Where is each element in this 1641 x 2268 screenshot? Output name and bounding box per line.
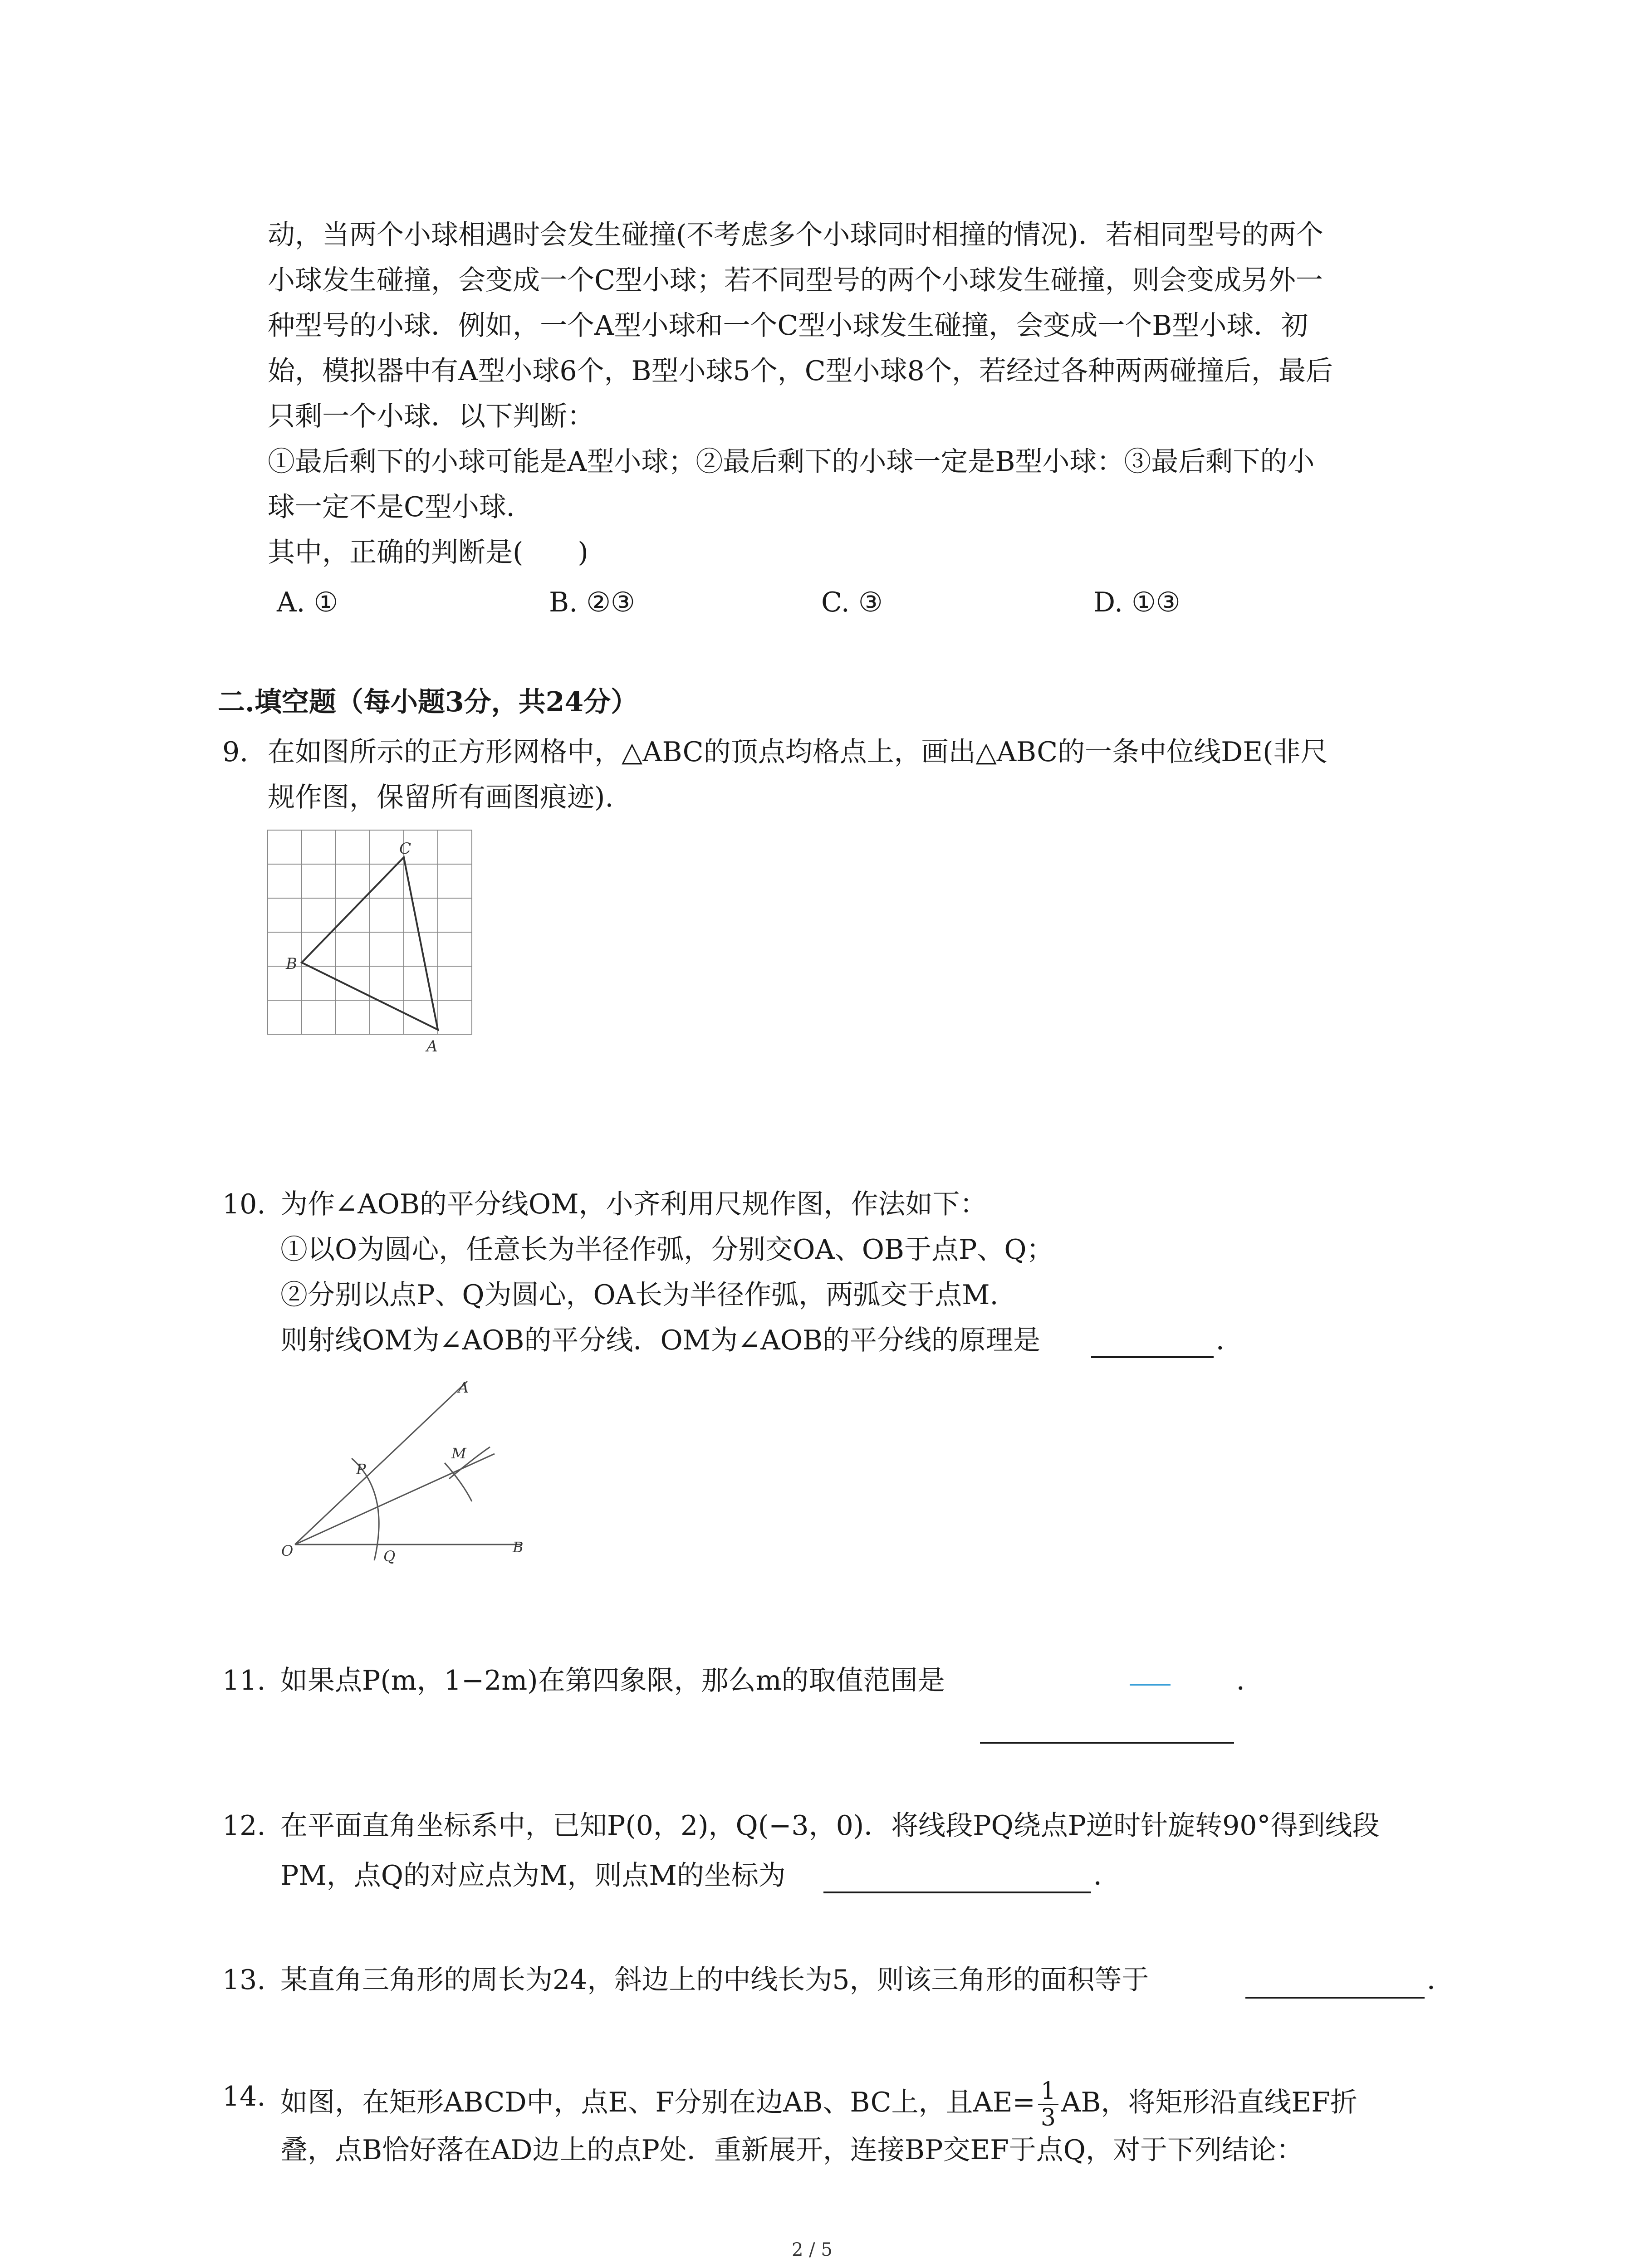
- q10-line-3: ②分别以点P、Q为圆心，OA长为半径作弧，两弧交于点M.: [280, 1279, 999, 1311]
- q12-period: ．: [1093, 1860, 1121, 1892]
- q10-angle-figure: [277, 1365, 549, 1574]
- q10-number: 10.: [222, 1188, 266, 1220]
- q8-line-4: 始，模拟器中有A型小球6个，B型小球5个，C型小球8个，若经过各种两两碰撞后，最后: [268, 355, 1333, 387]
- q8-choice-d: D. ①③: [1093, 587, 1181, 618]
- q10-line-4: 则射线OM为∠AOB的平分线．OM为∠AOB的平分线的原理是: [280, 1325, 1041, 1356]
- q10-line-2: ①以O为圆心，任意长为半径作弧，分别交OA、OB于点P、Q；: [280, 1234, 1054, 1266]
- page-number: 2 / 5: [792, 2239, 833, 2260]
- q12-line-2: PM，点Q的对应点为M，则点M的坐标为: [280, 1860, 786, 1892]
- label-q: Q: [383, 1548, 396, 1565]
- label-m: M: [451, 1445, 466, 1462]
- q11-text: 如果点P(m，1−2m)在第四象限，那么m的取值范围是: [280, 1665, 945, 1696]
- q8-line-1: 动，当两个小球相遇时会发生碰撞(不考虑多个小球同时相撞的情况)．若相同型号的两个: [268, 219, 1323, 251]
- q10-period: ．: [1216, 1325, 1243, 1356]
- q8-line-3: 种型号的小球．例如，一个A型小球和一个C型小球发生碰撞，会变成一个B型小球．初: [268, 310, 1308, 342]
- q14-fraction: [1038, 2078, 1058, 2131]
- arc-from-p: [445, 1463, 472, 1501]
- q14-line-1-end: AB，将矩形沿直线EF折: [1061, 2087, 1357, 2119]
- q9-line-2: 规作图，保留所有画图痕迹).: [268, 782, 614, 813]
- q14-line-1-start: 如图，在矩形ABCD中，点E、F分别在边AB、BC上，且AE=: [280, 2087, 1035, 2119]
- q8-choice-b: B. ②③: [549, 587, 635, 618]
- q13-period: ．: [1427, 1964, 1454, 1996]
- q9-number: 9.: [222, 736, 249, 768]
- q13-number: 13.: [222, 1964, 266, 1996]
- q11-answer-blank[interactable]: [980, 1742, 1234, 1744]
- q13-answer-blank[interactable]: [1245, 1997, 1425, 1999]
- q11-period: ．: [1236, 1665, 1264, 1696]
- q11-blue-mark: [1130, 1684, 1171, 1686]
- q8-line-7: 球一定不是C型小球．: [268, 491, 534, 523]
- ray-om: [295, 1454, 495, 1545]
- label-o: O: [281, 1542, 294, 1559]
- label-c: C: [399, 840, 411, 858]
- label-b: B: [513, 1539, 524, 1556]
- q12-answer-blank[interactable]: [823, 1892, 1091, 1893]
- q12-number: 12.: [222, 1810, 266, 1842]
- q14-fraction-numerator: 1: [1038, 2078, 1058, 2105]
- label-p: P: [356, 1461, 366, 1478]
- q9-grid-figure: [263, 826, 481, 1061]
- ray-oa: [295, 1381, 467, 1545]
- q14-fraction-denominator: 3: [1040, 2104, 1056, 2131]
- q14-line-2: 叠，点B恰好落在AD边上的点P处．重新展开，连接BP交EF于点Q，对于下列结论：: [280, 2134, 1303, 2166]
- q12-line-1: 在平面直角坐标系中，已知P(0，2)，Q(−3，0)．将线段PQ绕点P逆时针旋转90°得到线段: [280, 1810, 1380, 1842]
- q10-line-1: 为作∠AOB的平分线OM，小齐利用尺规作图，作法如下：: [280, 1188, 987, 1220]
- label-b: B: [286, 955, 297, 973]
- q14-line-1: [280, 2078, 1357, 2131]
- q8-line-6: ①最后剩下的小球可能是A型小球；②最后剩下的小球一定是B型小球：③最后剩下的小: [268, 446, 1315, 478]
- q14-number: 14.: [222, 2081, 266, 2112]
- q13-text: 某直角三角形的周长为24，斜边上的中线长为5，则该三角形的面积等于: [280, 1964, 1149, 1996]
- q9-line-1: 在如图所示的正方形网格中，△ABC的顶点均格点上，画出△ABC的一条中位线DE(非尺: [268, 736, 1328, 768]
- q8-choice-a: A. ①: [277, 587, 338, 618]
- q8-choice-c: C. ③: [821, 587, 883, 618]
- q11-number: 11.: [222, 1665, 266, 1696]
- label-a: A: [458, 1379, 469, 1396]
- q8-line-8: 其中，正确的判断是( ): [268, 537, 588, 568]
- section-heading: 二.填空题（每小题3分，共24分）: [218, 686, 638, 718]
- q8-line-5: 只剩一个小球．以下判断：: [268, 401, 594, 432]
- q10-answer-blank[interactable]: [1091, 1356, 1214, 1358]
- q8-line-2: 小球发生碰撞，会变成一个C型小球；若不同型号的两个小球发生碰撞，则会变成另外一: [268, 264, 1323, 296]
- label-a: A: [426, 1037, 438, 1056]
